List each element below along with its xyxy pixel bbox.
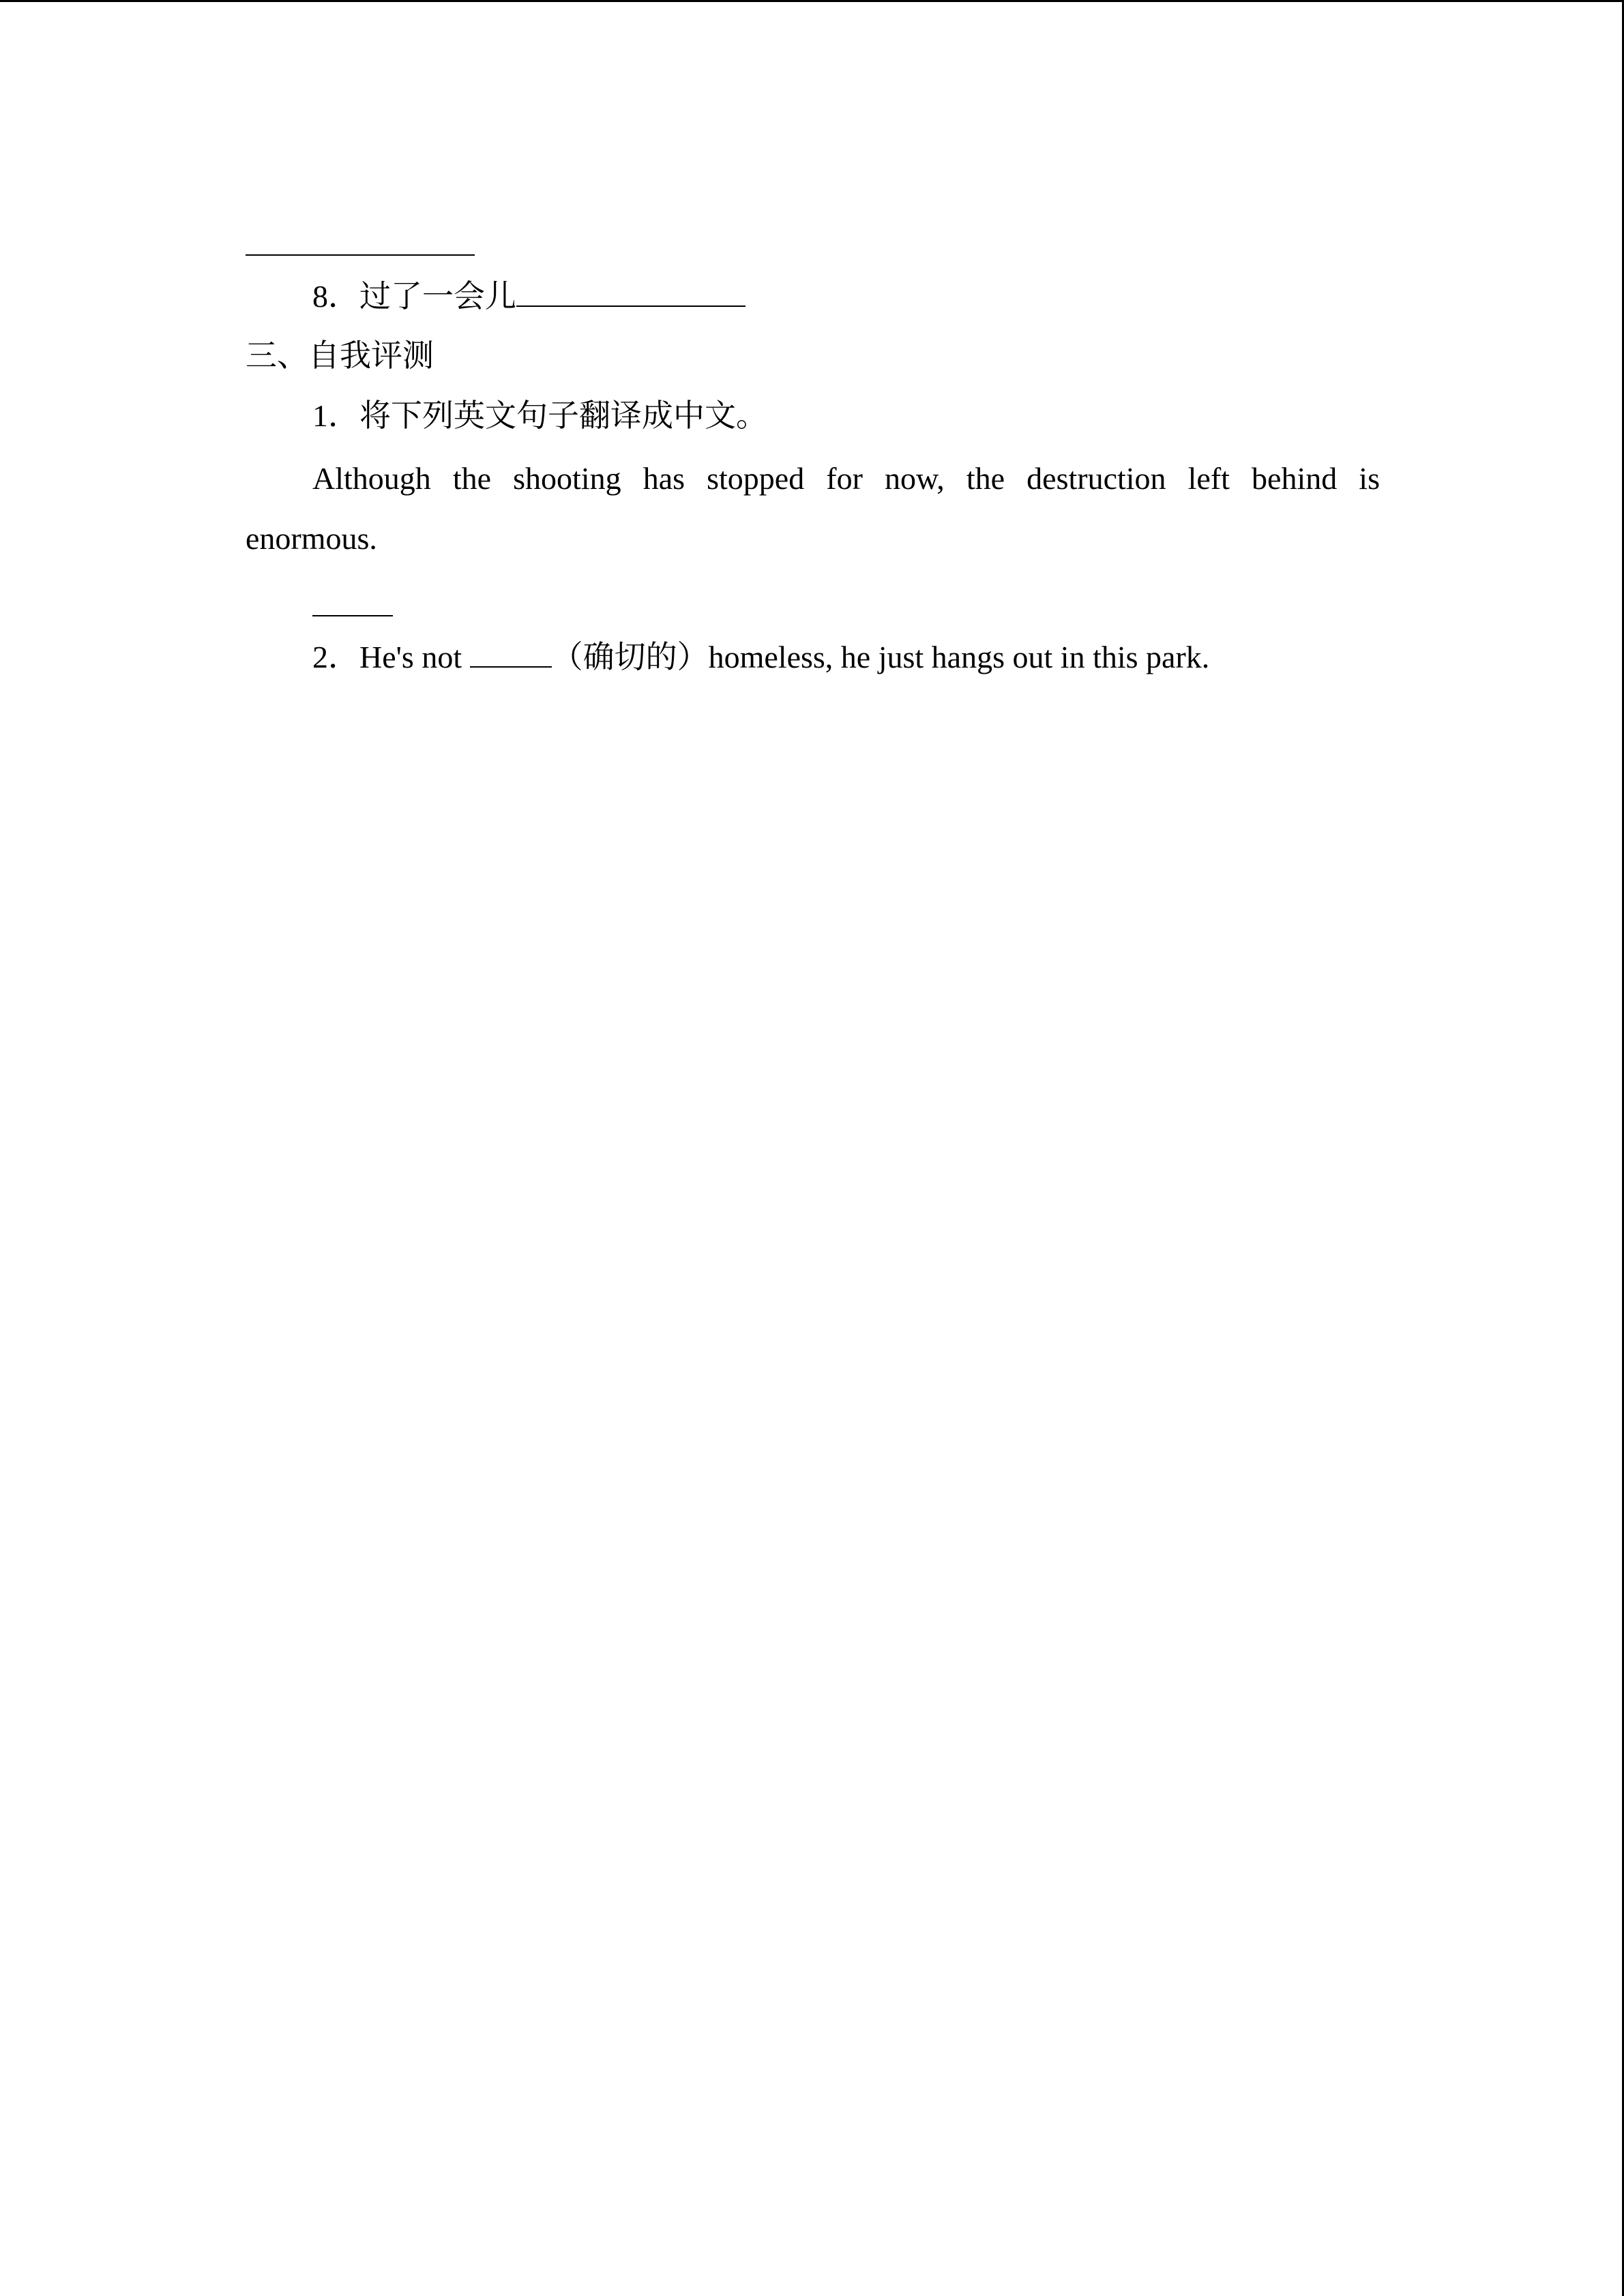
question-2-answer-blank[interactable] (470, 636, 552, 668)
question-1-answer-blank[interactable] (312, 615, 393, 616)
question-1-sentence-line-2: enormous. (246, 521, 377, 556)
item-8-answer-blank[interactable] (516, 275, 745, 307)
question-2-text-before: He's not (359, 640, 470, 674)
item-8-number: 8． (312, 279, 359, 314)
question-1-instruction: 将下列英文句子翻译成中文。 (359, 398, 767, 433)
item-8-text: 过了一会儿 (359, 279, 516, 314)
question-1-number: 1． (312, 398, 359, 433)
question-2-text-after: homeless, he just hangs out in this park. (708, 640, 1210, 674)
answer-blank-line[interactable] (246, 254, 475, 256)
question-2 (312, 636, 1209, 678)
item-8 (312, 275, 745, 317)
question-1-sentence-line-1: Although the shooting has stopped for now, the destruction left behind is (312, 461, 1380, 496)
question-1 (312, 396, 767, 436)
section-3-heading: 三、自我评测 (246, 338, 434, 373)
question-2-number: 2． (312, 640, 359, 674)
question-2-hint: （确切的） (551, 640, 709, 674)
